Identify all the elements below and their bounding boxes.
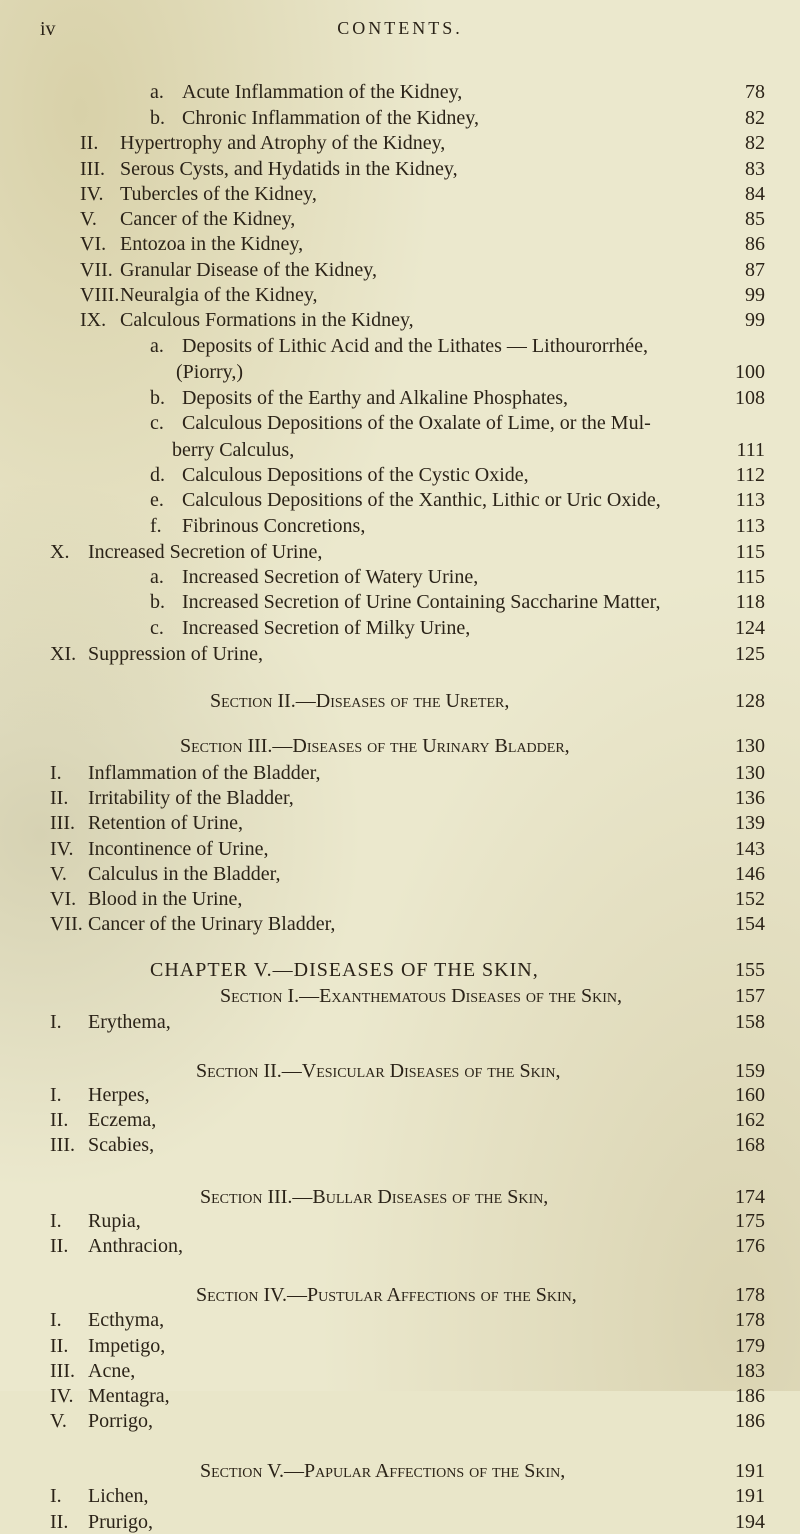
toc-entry	[0, 386, 800, 410]
toc-entry	[0, 1083, 800, 1107]
entry-number: d.	[150, 464, 165, 486]
entry-title: Calculus in the Bladder,	[88, 863, 281, 885]
entry-number: b.	[150, 107, 165, 129]
entry-page-number: 179	[735, 1335, 765, 1357]
section-heading: Section I.—Exanthematous Diseases of the Skin,	[220, 985, 622, 1007]
toc-entry	[0, 360, 800, 384]
entry-number: I.	[50, 762, 62, 784]
running-title: CONTENTS.	[337, 18, 463, 38]
entry-page-number: 124	[735, 617, 765, 639]
toc-entry	[0, 1359, 800, 1383]
entry-page-number: 130	[735, 762, 765, 784]
entry-number: VIII.	[80, 284, 120, 306]
toc-entry	[0, 1059, 800, 1083]
entry-number: I.	[50, 1011, 62, 1033]
entry-number: X.	[50, 541, 70, 563]
toc-entry	[0, 811, 800, 835]
entry-page-number: 108	[735, 387, 765, 409]
entry-title: Calculous Depositions of the Xanthic, Lithic or Uric Oxide,	[182, 489, 661, 511]
entry-title: Chronic Inflammation of the Kidney,	[182, 107, 479, 129]
toc-entry	[0, 157, 800, 181]
entry-page-number: 139	[735, 812, 765, 834]
page-number: iv	[40, 18, 56, 40]
entry-title: Lichen,	[88, 1485, 149, 1507]
entry-title: Mentagra,	[88, 1385, 170, 1407]
toc-entry	[0, 786, 800, 810]
entry-page-number: 178	[735, 1284, 765, 1306]
section-heading: Section V.—Papular Affections of the Skin,	[200, 1460, 566, 1482]
entry-title: Ecthyma,	[88, 1309, 165, 1331]
entry-number: e.	[150, 489, 164, 511]
toc-entry	[0, 131, 800, 155]
entry-number: VII.	[80, 259, 113, 281]
toc-entry	[0, 761, 800, 785]
entry-number: c.	[150, 617, 164, 639]
toc-entry	[0, 958, 800, 982]
entry-page-number: 158	[735, 1011, 765, 1033]
toc-entry	[0, 1185, 800, 1209]
entry-number: a.	[150, 566, 164, 588]
entry-number: II.	[50, 1511, 69, 1533]
section-heading: Section IV.—Pustular Affections of the Skin,	[196, 1284, 577, 1306]
toc-entry	[0, 334, 800, 358]
toc-entry	[0, 232, 800, 256]
section-heading: Section II.—Diseases of the Ureter,	[210, 690, 510, 712]
toc-entry	[0, 1459, 800, 1483]
toc-entry	[0, 1510, 800, 1534]
entry-number: IV.	[50, 1385, 74, 1407]
toc-entry	[0, 1108, 800, 1132]
entry-title: Herpes,	[88, 1084, 150, 1106]
entry-page-number: 78	[745, 81, 765, 103]
entry-number: IV.	[80, 183, 104, 205]
toc-entry	[0, 540, 800, 564]
entry-number: II.	[50, 1109, 69, 1131]
entry-title: Calculous Depositions of the Oxalate of Lime, or the Mul-	[182, 412, 651, 434]
entry-title: Fibrinous Concretions,	[182, 515, 366, 537]
entry-page-number: 176	[735, 1235, 765, 1257]
entry-number: VI.	[80, 233, 107, 255]
toc-entry	[0, 106, 800, 130]
entry-title: Eczema,	[88, 1109, 157, 1131]
entry-title: Granular Disease of the Kidney,	[120, 259, 377, 281]
entry-number: V.	[50, 1410, 67, 1432]
entry-page-number: 86	[745, 233, 765, 255]
entry-title: Deposits of the Earthy and Alkaline Phosphates,	[182, 387, 569, 409]
entry-title: Acute Inflammation of the Kidney,	[182, 81, 463, 103]
entry-page-number: 82	[745, 107, 765, 129]
entry-page-number: 152	[735, 888, 765, 910]
toc-entry	[0, 438, 800, 462]
page-header	[0, 10, 800, 40]
entry-page-number: 143	[735, 838, 765, 860]
entry-page-number: 191	[735, 1460, 765, 1482]
entry-page-number: 186	[735, 1410, 765, 1432]
entry-title: Hypertrophy and Atrophy of the Kidney,	[120, 132, 446, 154]
toc-entry	[0, 1209, 800, 1233]
toc-entry	[0, 258, 800, 282]
toc-entry	[0, 837, 800, 861]
toc-entry	[0, 984, 800, 1008]
toc-entry	[0, 1384, 800, 1408]
entry-number: III.	[50, 1134, 75, 1156]
entry-page-number: 174	[735, 1186, 765, 1208]
entry-number: II.	[80, 132, 99, 154]
entry-number: c.	[150, 412, 164, 434]
entry-page-number: 125	[735, 643, 765, 665]
entry-number: III.	[50, 812, 75, 834]
entry-page-number: 155	[735, 959, 765, 981]
entry-title: Acne,	[88, 1360, 136, 1382]
entry-title: Cancer of the Kidney,	[120, 208, 296, 230]
entry-number: XI.	[50, 643, 77, 665]
entry-page-number: 84	[745, 183, 765, 205]
entry-title: Calculous Depositions of the Cystic Oxide,	[182, 464, 529, 486]
entry-page-number: 183	[735, 1360, 765, 1382]
entry-title: Impetigo,	[88, 1335, 166, 1357]
entry-page-number: 118	[735, 591, 765, 613]
entry-page-number: 83	[745, 158, 765, 180]
toc-entry	[0, 689, 800, 713]
entry-page-number: 162	[735, 1109, 765, 1131]
toc-entry	[0, 1409, 800, 1433]
toc-entry	[0, 1283, 800, 1307]
entry-page-number: 111	[736, 439, 765, 461]
toc-entry	[0, 1334, 800, 1358]
entry-page-number: 112	[735, 464, 765, 486]
toc-entry	[0, 862, 800, 886]
entry-number: b.	[150, 387, 165, 409]
entry-page-number: 168	[735, 1134, 765, 1156]
entry-number: V.	[50, 863, 67, 885]
entry-title: (Piorry,)	[176, 361, 244, 383]
entry-title: Irritability of the Bladder,	[88, 787, 294, 809]
entry-title: Prurigo,	[88, 1511, 153, 1533]
entry-page-number: 113	[735, 489, 765, 511]
entry-page-number: 154	[735, 913, 765, 935]
entry-number: II.	[50, 787, 69, 809]
entry-title: Blood in the Urine,	[88, 888, 243, 910]
toc-entry	[0, 207, 800, 231]
entry-page-number: 113	[735, 515, 765, 537]
entry-title: Retention of Urine,	[88, 812, 243, 834]
toc-entry	[0, 590, 800, 614]
entry-title: Serous Cysts, and Hydatids in the Kidney,	[120, 158, 458, 180]
entry-page-number: 146	[735, 863, 765, 885]
entry-number: I.	[50, 1485, 62, 1507]
entry-title: Increased Secretion of Urine,	[88, 541, 323, 563]
entry-number: f.	[150, 515, 162, 537]
entry-page-number: 115	[735, 566, 765, 588]
toc-entry	[0, 283, 800, 307]
entry-page-number: 191	[735, 1485, 765, 1507]
entry-page-number: 128	[735, 690, 765, 712]
section-heading: Section II.—Vesicular Diseases of the Skin,	[196, 1060, 561, 1082]
entry-page-number: 99	[745, 309, 765, 331]
toc-entry	[0, 1010, 800, 1034]
entry-page-number: 178	[735, 1309, 765, 1331]
entry-page-number: 186	[735, 1385, 765, 1407]
entry-page-number: 136	[735, 787, 765, 809]
toc-entry	[0, 734, 800, 758]
toc-entry	[0, 565, 800, 589]
entry-number: VI.	[50, 888, 77, 910]
entry-page-number: 115	[735, 541, 765, 563]
section-heading: Section III.—Bullar Diseases of the Skin,	[200, 1186, 549, 1208]
entry-title: Cancer of the Urinary Bladder,	[88, 913, 336, 935]
entry-page-number: 159	[735, 1060, 765, 1082]
entry-title: Inflammation of the Bladder,	[88, 762, 321, 784]
toc-entry	[0, 1484, 800, 1508]
toc-entry	[0, 411, 800, 435]
entry-page-number: 85	[745, 208, 765, 230]
toc-entry	[0, 80, 800, 104]
toc-entry	[0, 887, 800, 911]
entry-page-number: 157	[735, 985, 765, 1007]
entry-title: Deposits of Lithic Acid and the Lithates — Lithourorrhée,	[182, 335, 648, 357]
entry-title: Erythema,	[88, 1011, 171, 1033]
entry-title: Porrigo,	[88, 1410, 153, 1432]
entry-number: IV.	[50, 838, 74, 860]
toc-entry	[0, 616, 800, 640]
entry-number: IX.	[80, 309, 107, 331]
entry-title: Anthracion,	[88, 1235, 183, 1257]
entry-title: Increased Secretion of Watery Urine,	[182, 566, 479, 588]
entry-number: I.	[50, 1084, 62, 1106]
entry-title: Tubercles of the Kidney,	[120, 183, 317, 205]
toc-entry	[0, 642, 800, 666]
entry-title: Incontinence of Urine,	[88, 838, 269, 860]
chapter-heading: CHAPTER V.—DISEASES OF THE SKIN,	[150, 959, 539, 981]
toc-entry	[0, 308, 800, 332]
entry-title: Suppression of Urine,	[88, 643, 263, 665]
toc-entry	[0, 912, 800, 936]
entry-number: a.	[150, 81, 164, 103]
entry-title: Neuralgia of the Kidney,	[120, 284, 318, 306]
entry-title: Entozoa in the Kidney,	[120, 233, 304, 255]
entry-title: Increased Secretion of Urine Containing Saccharine Matter,	[182, 591, 661, 613]
entry-page-number: 87	[745, 259, 765, 281]
entry-number: b.	[150, 591, 165, 613]
toc-entry	[0, 1308, 800, 1332]
entry-title: berry Calculus,	[172, 439, 295, 461]
entry-page-number: 82	[745, 132, 765, 154]
entry-number: III.	[50, 1360, 75, 1382]
entry-number: VII.	[50, 913, 83, 935]
entry-number: I.	[50, 1210, 62, 1232]
entry-page-number: 100	[735, 361, 765, 383]
entry-number: I.	[50, 1309, 62, 1331]
entry-page-number: 175	[735, 1210, 765, 1232]
entry-number: V.	[80, 208, 97, 230]
entry-number: II.	[50, 1235, 69, 1257]
entry-page-number: 194	[735, 1511, 765, 1533]
entry-title: Rupia,	[88, 1210, 141, 1232]
entry-number: III.	[80, 158, 105, 180]
entry-number: II.	[50, 1335, 69, 1357]
entry-title: Scabies,	[88, 1134, 155, 1156]
entry-title: Calculous Formations in the Kidney,	[120, 309, 414, 331]
entry-title: Increased Secretion of Milky Urine,	[182, 617, 471, 639]
entry-page-number: 130	[735, 735, 765, 757]
section-heading: Section III.—Diseases of the Urinary Bladder,	[180, 735, 570, 757]
toc-entry	[0, 514, 800, 538]
toc-entry	[0, 1234, 800, 1258]
entry-number: a.	[150, 335, 164, 357]
toc-entry	[0, 463, 800, 487]
toc-entry	[0, 182, 800, 206]
toc-entry	[0, 488, 800, 512]
entry-page-number: 99	[745, 284, 765, 306]
toc-entry	[0, 1133, 800, 1157]
entry-page-number: 160	[735, 1084, 765, 1106]
